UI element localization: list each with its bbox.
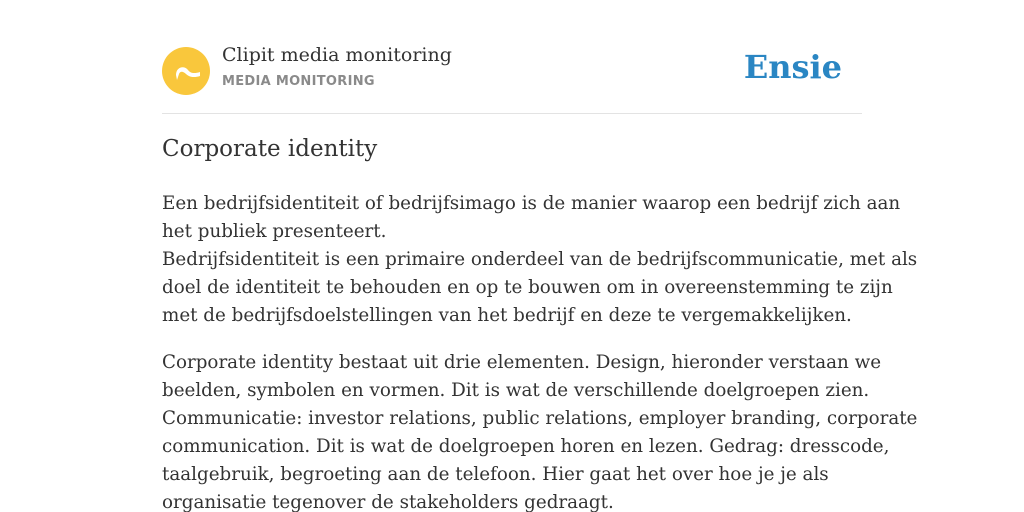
speech-bubble-icon[interactable] (162, 47, 210, 95)
text-line: doel de identiteit te behouden en op te bouwen om in overeenstemming te zijn (162, 277, 893, 298)
brand-name[interactable]: Clipit media monitoring (222, 44, 452, 66)
text-line: het publiek presenteert. (162, 221, 387, 242)
paragraph (162, 190, 918, 330)
article-title: Corporate identity (162, 136, 378, 162)
article-body (162, 190, 918, 512)
text-line: Bedrijfsidentiteit is een primaire onderdeel van de bedrijfscommunicatie, met als (162, 249, 918, 270)
text-line: Corporate identity bestaat uit drie elementen. Design, hieronder verstaan we (162, 352, 882, 373)
paragraph (162, 349, 918, 512)
text-line: organisatie tegenover de stakeholders gedraagt. (162, 492, 614, 512)
header (162, 0, 862, 114)
text-line: Een bedrijfsidentiteit of bedrijfsimago is de manier waarop een bedrijf zich aan (162, 193, 901, 214)
text-line: beelden, symbolen en vormen. Dit is wat de verschillende doelgroepen zien. (162, 380, 870, 401)
site-logo[interactable]: Ensie (743, 48, 842, 86)
text-line: met de bedrijfsdoelstellingen van het bedrijf en deze te vergemakkelijken. (162, 305, 852, 326)
text-line: communication. Dit is wat de doelgroepen horen en lezen. Gedrag: dresscode, (162, 436, 890, 457)
text-line: taalgebruik, begroeting aan de telefoon. Hier gaat het over hoe je je als (162, 464, 829, 485)
text-line: Communicatie: investor relations, public relations, employer branding, corporate (162, 408, 918, 429)
brand-subtitle: MEDIA MONITORING (222, 74, 375, 89)
